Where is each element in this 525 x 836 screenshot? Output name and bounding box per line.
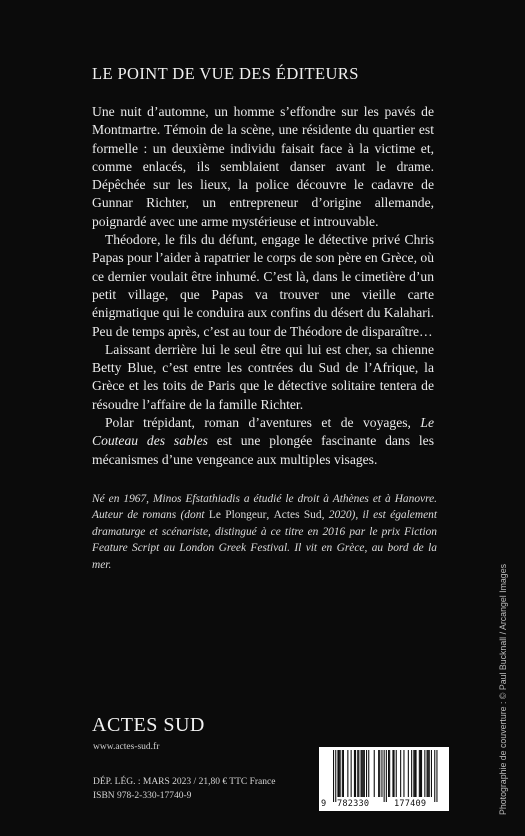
- p4-end: est une plongée fascinante dans les mécanismes d’une vengeance aux multiples visages.: [92, 433, 434, 467]
- barcode-bar: [337, 750, 338, 797]
- barcode-bars: [319, 747, 449, 803]
- barcode-bar: [357, 750, 358, 797]
- barcode-bar: [374, 750, 375, 797]
- barcode-bar: [379, 750, 380, 797]
- barcode-bar: [394, 750, 395, 797]
- barcode-bar: [403, 750, 404, 797]
- legal-deposit: DÉP. LÉG. : MARS 2023 / 21,80 € TTC France: [93, 777, 276, 787]
- barcode-bar: [396, 750, 397, 797]
- barcode-bar: [408, 750, 409, 797]
- barcode-bar: [419, 750, 420, 797]
- barcode-bar: [384, 750, 385, 802]
- bio-title-2: Actes Sud: [273, 509, 322, 522]
- bio-part-3: , 2020), il est également dramaturge et scénariste, distingué à ce titre en 2016 par le prix Fiction Feature Script au London Greek Festival. Il vit en Grèce, au bord de la mer.: [92, 509, 437, 571]
- synopsis-paragraph-1: Une nuit d’automne, un homme s’effondre sur les pavés de Montmartre. Témoin de la scène, une résidente du quartier est formelle : un deuxième individu faisait face à la victime et, comme enlacés, ils semblaient danser avant le drame. Dépêchée sur les lieux, la police découvre le cadavre de Gunnar Richter, un entrepreneur d’origine allemande, poignardé avec une arme mystérieuse et introuvable.: [92, 104, 434, 229]
- synopsis-paragraph-2: Théodore, le fils du défunt, engage le détective privé Chris Papas pour l’aider à rapatrier le corps de son père en Grèce, où ce dernier voulait être inhumé. C’est là, dans le cimetière d’un petit village, que Papas va trouver une vieille carte énigmatique qui le conduira aux confins du désert du Kalahari. Peu de temps après, c’est au tour de Théodore de disparaître…: [92, 232, 435, 339]
- barcode-digits: [319, 799, 449, 811]
- barcode-bar: [335, 750, 336, 802]
- barcode-bar: [416, 750, 417, 797]
- isbn: ISBN 978-2-330-17740-9: [93, 791, 192, 801]
- barcode-bar: [424, 750, 425, 797]
- barcode-right-group: 177409: [394, 799, 427, 809]
- barcode-bar: [388, 750, 389, 797]
- barcode-bar: [355, 750, 356, 797]
- publisher-website: www.actes-sud.fr: [93, 742, 160, 752]
- barcode: [319, 747, 449, 811]
- bio-title-1: Le Plongeur: [208, 509, 267, 522]
- bio-part-2: ,: [266, 509, 274, 522]
- barcode-bar: [428, 750, 429, 797]
- p4-start: Polar trépidant, roman d’aventures et de voyages,: [105, 415, 421, 431]
- barcode-bar: [436, 750, 437, 802]
- barcode-bar: [400, 750, 401, 797]
- barcode-bar: [347, 750, 348, 797]
- barcode-bar: [378, 750, 379, 797]
- legal-info: [93, 775, 275, 803]
- barcode-bar: [340, 750, 341, 797]
- barcode-bar: [413, 750, 414, 797]
- book-title: Le Couteau des sables: [92, 415, 434, 449]
- barcode-bar: [333, 750, 334, 802]
- barcode-bar: [339, 750, 340, 797]
- barcode-bar: [351, 750, 352, 797]
- barcode-bar: [358, 750, 359, 797]
- barcode-bar: [361, 750, 362, 797]
- barcode-bar: [342, 750, 343, 797]
- publisher-heading: LE POINT DE VUE DES ÉDITEURS: [92, 64, 359, 83]
- barcode-lead-digit: 9: [321, 799, 327, 809]
- photo-credit: Photographie de couverture : © Paul Bucknall / Arcangel Images: [498, 564, 508, 815]
- barcode-bar: [364, 750, 365, 797]
- barcode-bar: [431, 750, 432, 797]
- barcode-bar: [434, 750, 435, 802]
- barcode-bar: [420, 750, 421, 797]
- barcode-bar: [381, 750, 382, 797]
- synopsis-paragraph-4: [92, 414, 434, 469]
- barcode-bar: [354, 750, 355, 797]
- barcode-bar: [368, 750, 369, 797]
- barcode-bar: [421, 750, 422, 797]
- barcode-bar: [411, 750, 412, 797]
- publisher-logo: ACTES SUD: [92, 714, 205, 736]
- barcode-bar: [343, 750, 344, 797]
- barcode-bar: [414, 750, 415, 797]
- synopsis: [92, 103, 434, 469]
- barcode-bar: [427, 750, 428, 797]
- barcode-bar: [366, 750, 367, 797]
- barcode-left-group: 782330: [337, 799, 370, 809]
- barcode-bar: [362, 750, 363, 797]
- synopsis-paragraph-3: Laissant derrière lui le seul être qui lui est cher, sa chienne Betty Blue, c’est entre les contrées du Sud de l’Afrique, la Grèce et les toits de Paris que le détective solitaire tentera de résoudre l’affaire de la famille Richter.: [92, 341, 434, 412]
- barcode-bar: [386, 750, 387, 802]
- author-bio: [92, 491, 437, 573]
- barcode-bar: [389, 750, 390, 797]
- bio-part-1: Né en 1967, Minos Efstathiadis a étudié le droit à Athènes et à Hanovre. Auteur de romans (dont: [92, 493, 437, 522]
- barcode-bar: [429, 750, 430, 797]
- barcode-bar: [363, 750, 364, 797]
- barcode-bar: [392, 750, 393, 797]
